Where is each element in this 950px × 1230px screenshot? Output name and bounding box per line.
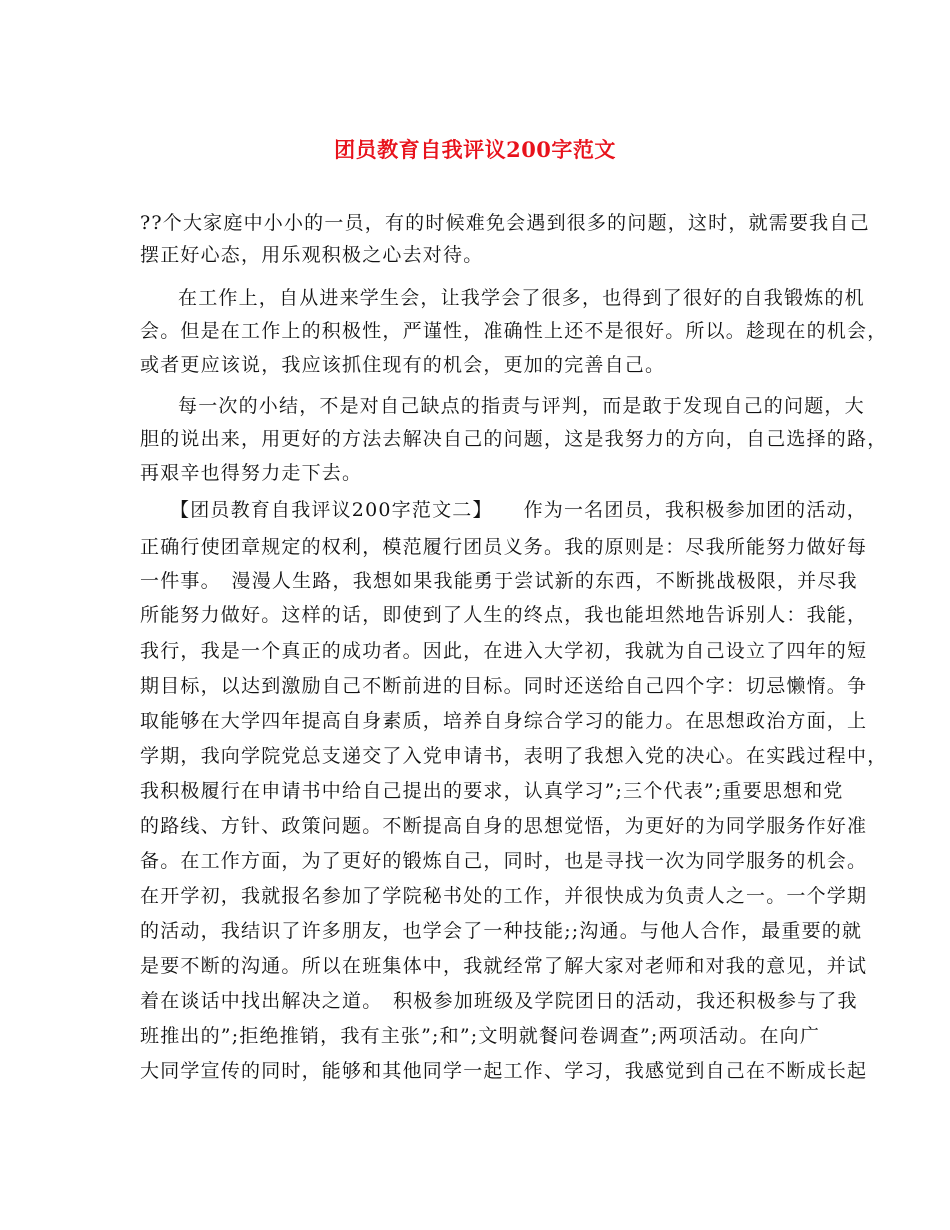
text-line: 在开学初，我就报名参加了学院秘书处的工作，并很快成为负责人之一。一个学期 [140,885,868,907]
text-line: 我积极履行在申请书中给自己提出的要求，认真学习”;三个代表”;重要思想和党 [140,780,844,802]
text-line: 摆正好心态，用乐观积极之心去对待。 [140,244,484,266]
text-line: 在工作上，自从进来学生会，让我学会了很多，也得到了很好的自我锻炼的机 [178,287,865,309]
text-line: 我行，我是一个真正的成功者。因此，在进入大学初，我就为自己设立了四年的短 [140,640,868,662]
text-line: 大同学宣传的同时，能够和其他同学一起工作、学习，我感觉到自己在不断成长起 [140,1060,868,1082]
text-line: 是要不断的沟通。所以在班集体中，我就经常了解大家对老师和对我的意见，并试 [140,955,868,977]
text-line: 所能努力做好。这样的话，即使到了人生的终点，我也能坦然地告诉别人：我能， [140,604,868,626]
text-line: 会。但是在工作上的积极性，严谨性，准确性上还不是很好。所以。趁现在的机会， [140,320,888,342]
text-line: 的活动，我结识了许多朋友，也学会了一种技能;;沟通。与他人合作，最重要的就 [140,920,863,942]
text-line: 【团员教育自我评议200字范文二】 作为一名团员，我积极参加团的活动， [170,499,867,521]
text-line: 正确行使团章规定的权利，模范履行团员义务。我的原则是：尽我所能努力做好每 [140,536,868,558]
text-line: 学期，我向学院党总支递交了入党申请书，表明了我想入党的决心。在实践过程中， [140,745,888,767]
text-line: ??个大家庭中小小的一员，有的时候难免会遇到很多的问题，这时，就需要我自己 [140,212,870,234]
text-line: 一件事。 漫漫人生路，我想如果我能勇于尝试新的东西，不断挑战极限，并尽我 [140,570,858,592]
text-line: 期目标，以达到激励自己不断前进的目标。同时还送给自己四个字：切忌懒惰。争 [140,675,868,697]
document-title: 团员教育自我评议200字范文 [334,137,616,162]
text-line: 再艰辛也得努力走下去。 [140,462,363,484]
text-line: 班推出的”;拒绝推销，我有主张”;和”;文明就餐问卷调查”;两项活动。在向广 [140,1025,821,1047]
text-line: 或者更应该说，我应该抓住现有的机会，更加的完善自己。 [140,354,666,376]
text-line: 取能够在大学四年提高自身素质，培养自身综合学习的能力。在思想政治方面，上 [140,710,868,732]
text-line: 每一次的小结，不是对自己缺点的指责与评判，而是敢于发现自己的问题，大 [178,395,865,417]
text-line: 备。在工作方面，为了更好的锻炼自己，同时，也是寻找一次为同学服务的机会。 [140,850,868,872]
text-line: 的路线、方针、政策问题。不断提高自身的思想觉悟，为更好的为同学服务作好准 [140,815,868,837]
text-line: 着在谈话中找出解决之道。 积极参加班级及学院团日的活动，我还积极参与了我 [140,990,858,1012]
text-line: 胆的说出来，用更好的方法去解决自己的问题，这是我努力的方向，自己选择的路， [140,428,888,450]
